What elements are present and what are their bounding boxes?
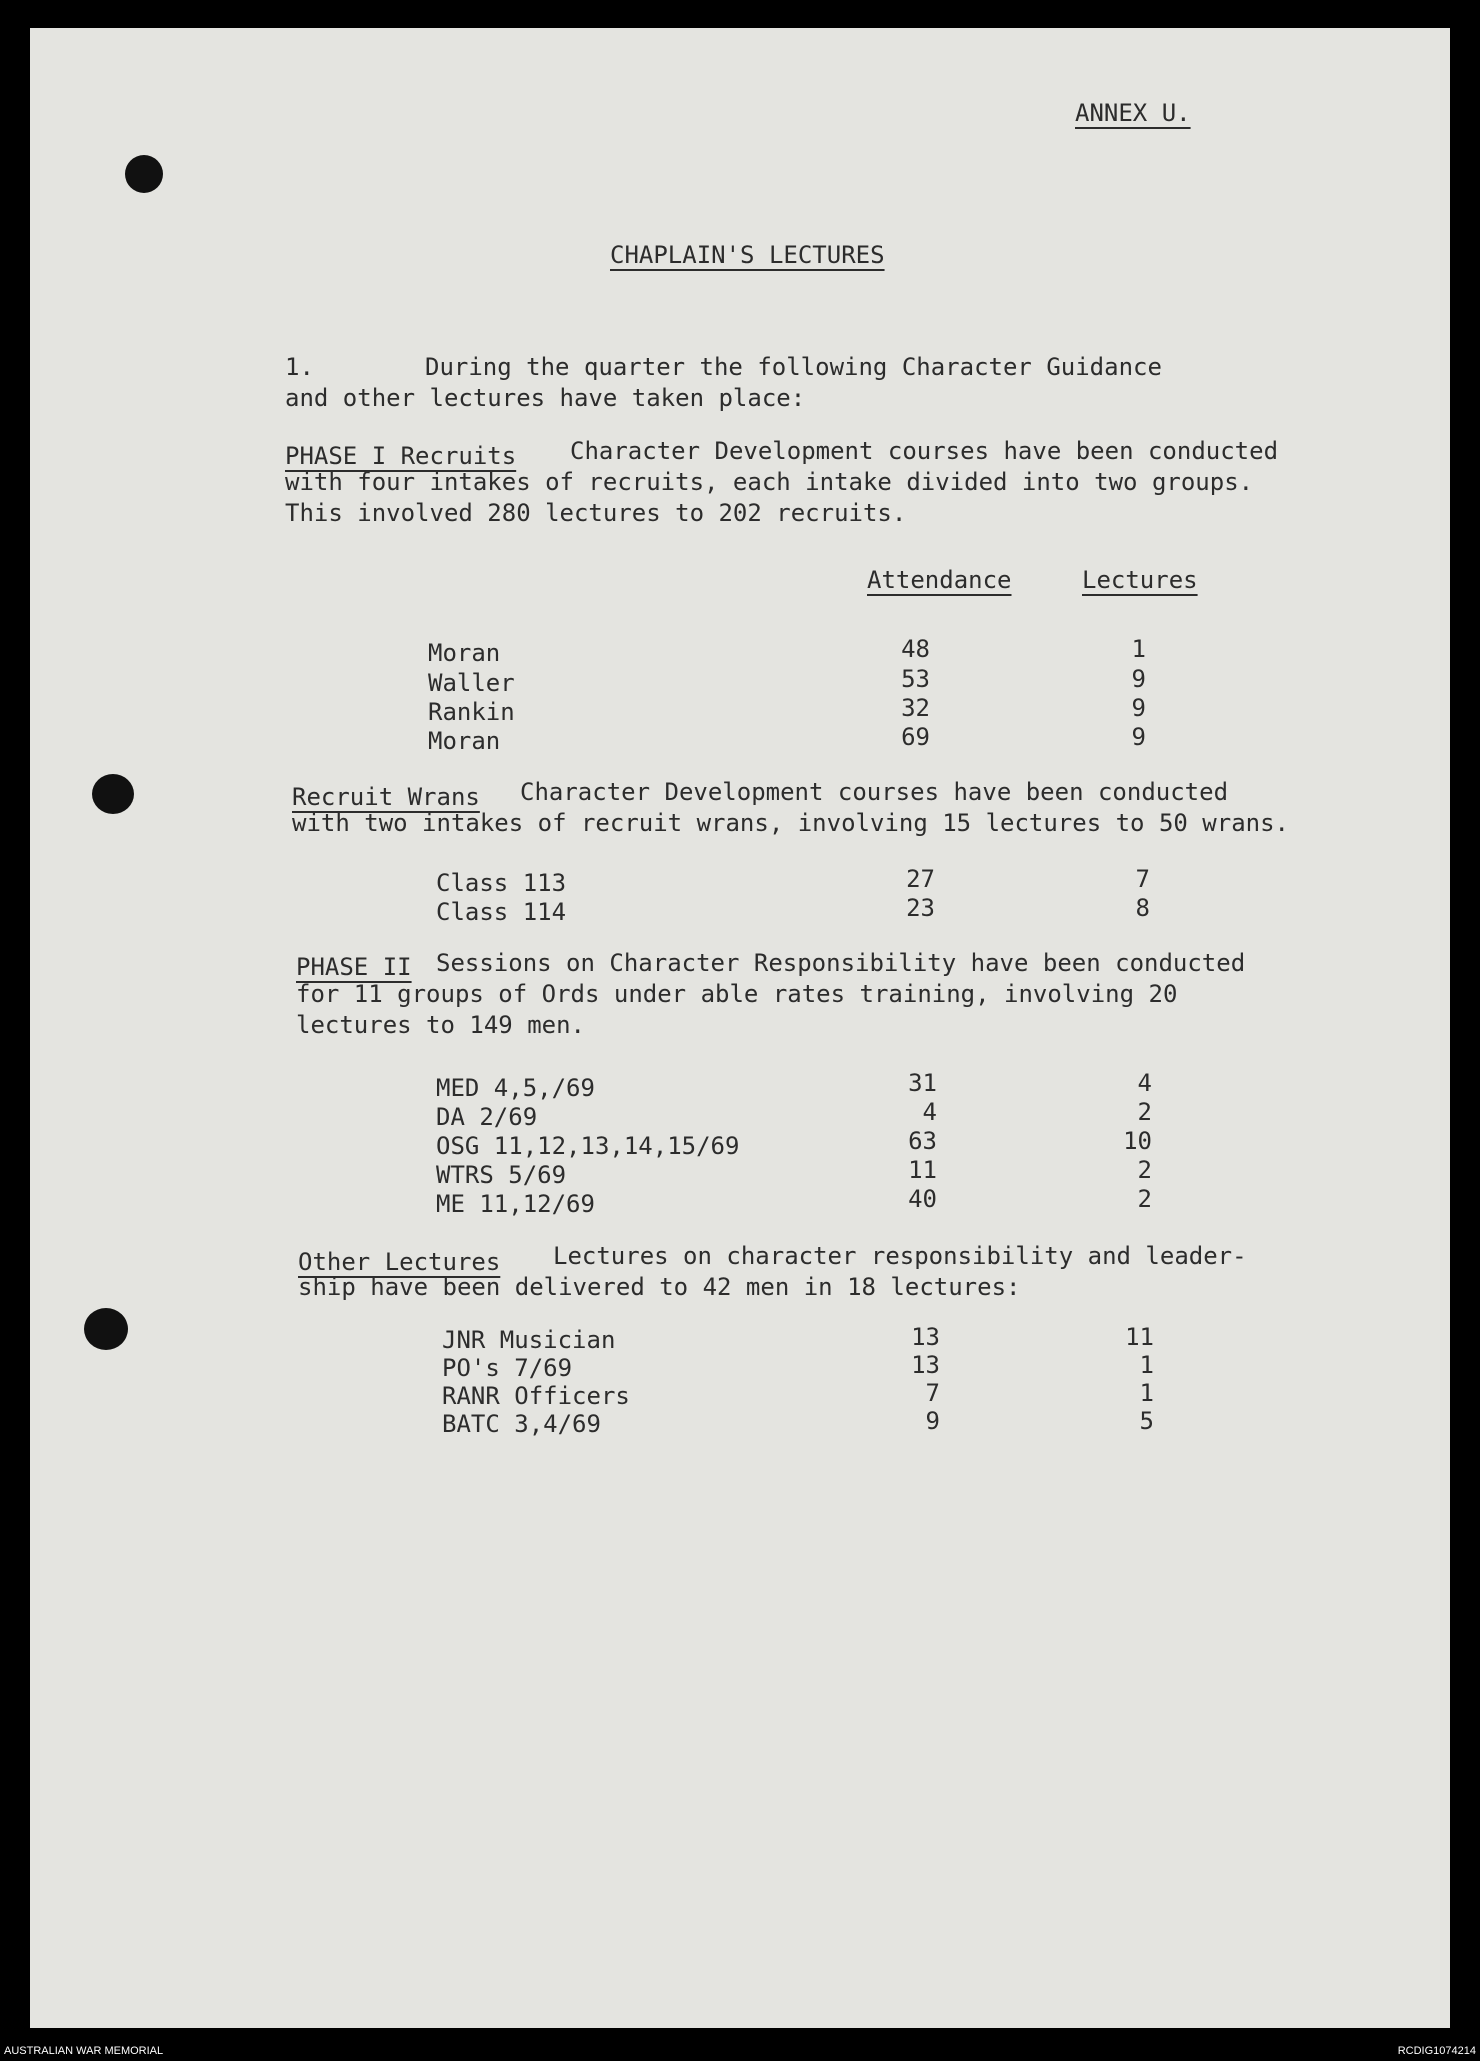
row-name: MED 4,5,/69 <box>436 1074 595 1102</box>
section-text: Sessions on Character Responsibility have been conducted <box>436 949 1246 977</box>
row-attendance: 53 <box>901 665 930 693</box>
section-text: with four intakes of recruits, each intake divided into two groups. <box>285 468 1254 496</box>
row-attendance: 7 <box>925 1379 940 1407</box>
row-name: BATC 3,4/69 <box>442 1410 601 1438</box>
section-text: Character Development courses have been conducted <box>520 778 1229 806</box>
intro-line-1: During the quarter the following Character Guidance <box>425 353 1162 381</box>
section-text: lectures to 149 men. <box>296 1011 585 1039</box>
row-attendance: 63 <box>908 1127 937 1155</box>
section-text: with two intakes of recruit wrans, involving 15 lectures to 50 wrans. <box>292 809 1289 837</box>
row-lectures: 10 <box>1123 1127 1152 1155</box>
section-text: Lectures on character responsibility and leader- <box>553 1242 1247 1270</box>
row-lectures: 11 <box>1125 1323 1154 1351</box>
row-lectures: 8 <box>1135 894 1150 922</box>
row-lectures: 9 <box>1131 723 1146 751</box>
row-name: JNR Musician <box>442 1326 616 1354</box>
intro-number: 1. <box>285 353 314 381</box>
section-text: This involved 280 lectures to 202 recruits. <box>285 499 907 527</box>
row-lectures: 7 <box>1135 865 1150 893</box>
row-attendance: 4 <box>922 1098 937 1126</box>
footer-source: AUSTRALIAN WAR MEMORIAL <box>4 2045 164 2057</box>
row-lectures: 5 <box>1139 1407 1154 1435</box>
section-text: Character Development courses have been conducted <box>570 437 1279 465</box>
row-name: WTRS 5/69 <box>436 1161 567 1189</box>
row-lectures: 2 <box>1137 1098 1152 1126</box>
row-attendance: 32 <box>901 694 930 722</box>
row-name: RANR Officers <box>442 1382 630 1410</box>
document-page <box>30 28 1450 2028</box>
row-attendance: 48 <box>901 635 930 663</box>
row-name: ME 11,12/69 <box>436 1190 595 1218</box>
row-name: Class 114 <box>436 898 567 926</box>
row-lectures: 9 <box>1131 694 1146 722</box>
row-name: Class 113 <box>436 869 567 897</box>
section-text: ship have been delivered to 42 men in 18 lectures: <box>298 1273 1021 1301</box>
row-name: Moran <box>428 639 501 667</box>
row-attendance: 11 <box>908 1156 937 1184</box>
page-title: CHAPLAIN'S LECTURES <box>610 241 885 269</box>
row-name: Rankin <box>428 698 515 726</box>
punch-hole-bottom <box>84 1308 128 1350</box>
row-lectures: 9 <box>1131 665 1146 693</box>
annex-label: ANNEX U. <box>1075 99 1191 127</box>
row-lectures: 2 <box>1137 1156 1152 1184</box>
row-name: Moran <box>428 727 501 755</box>
row-attendance: 40 <box>908 1185 937 1213</box>
row-name: DA 2/69 <box>436 1103 538 1131</box>
row-lectures: 1 <box>1131 635 1146 663</box>
section-text: for 11 groups of Ords under able rates training, involving 20 <box>296 980 1178 1008</box>
row-lectures: 4 <box>1137 1069 1152 1097</box>
column-header-attendance: Attendance <box>867 566 1012 594</box>
row-attendance: 13 <box>911 1351 940 1379</box>
punch-hole-middle <box>92 774 134 814</box>
section-heading-other-lectures: Other Lectures <box>298 1248 501 1276</box>
section-heading-recruit-wrans: Recruit Wrans <box>292 783 480 811</box>
row-name: OSG 11,12,13,14,15/69 <box>436 1132 740 1160</box>
row-attendance: 69 <box>901 723 930 751</box>
row-attendance: 23 <box>906 894 935 922</box>
row-attendance: 13 <box>911 1323 940 1351</box>
row-attendance: 27 <box>906 865 935 893</box>
row-name: PO's 7/69 <box>442 1354 573 1382</box>
section-heading-phase-2: PHASE II <box>296 953 412 981</box>
row-attendance: 9 <box>925 1407 940 1435</box>
row-name: Waller <box>428 669 515 697</box>
intro-line-2: and other lectures have taken place: <box>285 384 806 412</box>
row-lectures: 1 <box>1139 1379 1154 1407</box>
row-lectures: 1 <box>1139 1351 1154 1379</box>
section-heading-phase-1: PHASE I Recruits <box>285 442 517 470</box>
footer-id: RCDIG1074214 <box>1397 2045 1476 2057</box>
row-lectures: 2 <box>1137 1185 1152 1213</box>
punch-hole-top <box>125 155 163 193</box>
row-attendance: 31 <box>908 1069 937 1097</box>
column-header-lectures: Lectures <box>1082 566 1198 594</box>
